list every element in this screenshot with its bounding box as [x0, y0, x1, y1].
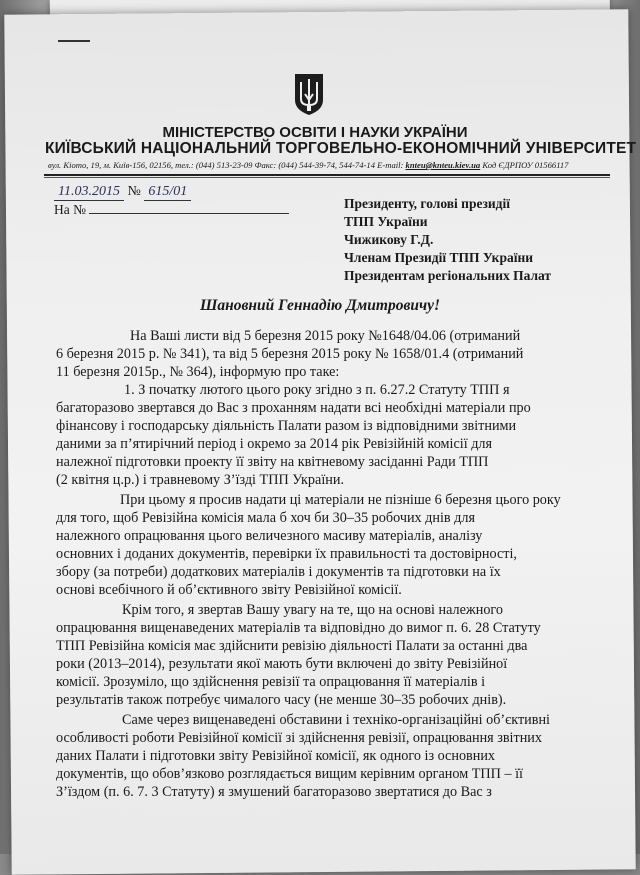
body-line: особливості роботи Ревізійної комісії зі здійснення ревізії, опрацювання звітних [56, 730, 542, 746]
trident-emblem-icon [292, 72, 326, 116]
body-line: даними за п’ятирічний період і окремо за 2014 рік Ревізійній комісії для [56, 436, 493, 452]
header-divider [44, 174, 610, 176]
body-line: належної підготовки проекту її звіту на квітневому засіданні Ради ТПП [56, 454, 489, 470]
body-line: Саме через вищенаведені обставини і техніко-організаційні об’єктивні [122, 712, 550, 728]
university-title: КИЇВСЬКИЙ НАЦІОНАЛЬНИЙ ТОРГОВЕЛЬНО-ЕКОНОМІЧНИЙ УНІВЕРСИТЕТ [45, 140, 637, 157]
body-line: для того, щоб Ревізійна комісія мала б хоч би 30–35 робочих днів для [56, 510, 476, 526]
body-line: фінансову і господарську діяльність Палати разом із відповідними звітними [56, 418, 517, 434]
body-line: (2 квітня ц.р.) і травневому З’їзді ТПП України. [56, 472, 344, 488]
incoming-reference [54, 202, 289, 218]
body-line: 1. З початку лютого цього року згідно з п. 6.27.2 Статуту ТПП я [124, 382, 510, 398]
addressee-line: Чижикову Г.Д. [344, 232, 434, 247]
body-line: збору (за потреби) додаткових матеріалів і документів та підготовки на їх [56, 564, 501, 580]
body-line: опрацювання вищенаведених матеріалів та відповідно до вимог п. 6. 28 Статуту [56, 620, 541, 636]
body-line: основі всебічного й об’єктивного звіту Ревізійної комісії. [56, 582, 402, 598]
body-line: Крім того, я звертав Вашу увагу на те, що на основі належного [122, 602, 503, 618]
greeting: Шановний Геннадію Дмитровичу! [199, 297, 441, 314]
header-divider-thin [44, 177, 610, 178]
outgoing-number: 615/01 [144, 184, 191, 201]
body-line: належного опрацювання цього величезного масиву матеріалів, аналізу [56, 528, 483, 544]
outgoing-reference [54, 184, 191, 201]
addressee-line: Президенту, голові президії [344, 196, 510, 211]
body-line: документів, що обов’язково розглядається вищим керівним органом ТПП – її [56, 766, 523, 782]
body-line: комісії. Зрозуміло, що здійснення ревізії та опрацювання її матеріалів і [56, 674, 486, 690]
body-line: При цьому я просив надати ці матеріали не пізніше 6 березня цього року [120, 492, 561, 508]
body-line: ТПП Ревізійна комісія має здійснити ревізію діяльності Палати за останні два [56, 638, 528, 654]
body-line: 11 березня 2015р., № 364), інформую про таке: [56, 364, 340, 380]
university-address: вул. Кіото, 19, м. Київ-156, 02156, тел.: (044) 513-23-09 Факс: (044) 544-39-74, 544-74-14 E-mail: knteu@knteu.kiev.ua Код ЄДРПОУ 01566117 [48, 160, 569, 170]
addressee-line: Членам Президії ТПП України [344, 250, 534, 265]
body-line: 6 березня 2015 р. № 341), та від 5 березня 2015 року № 1658/01.4 (отриманий [56, 346, 524, 362]
body-line: результатів також потребує чималого часу (не менше 30–35 робочих днів). [56, 692, 507, 708]
ministry-title: МІНІСТЕРСТВО ОСВІТИ І НАУКИ УКРАЇНИ [162, 124, 468, 141]
outgoing-date: 11.03.2015 [54, 184, 124, 201]
body-line: На Ваші листи від 5 березня 2015 року №1648/04.06 (отриманий [130, 328, 521, 344]
addressee-line: ТПП України [344, 214, 428, 229]
body-line: З’їздом (п. 6. 7. 3 Статуту) я змушений багаторазово звертатися до Вас з [56, 784, 492, 800]
corner-mark [58, 40, 90, 42]
body-line: основних і доданих документів, перевірки їх правильності та достовірності, [56, 546, 517, 562]
body-line: даних Палати і підготовки звіту Ревізійної комісії, як одного із основних [56, 748, 496, 764]
incoming-number-blank [89, 213, 289, 214]
body-line: багаторазово звертався до Вас з проханням надати всі необхідні матеріали про [56, 400, 531, 416]
email-link[interactable]: knteu@knteu.kiev.ua [405, 160, 481, 170]
body-line: роки (2013–2014), результати якої мають бути включені до звіту Ревізійної [56, 656, 508, 672]
addressee-line: Президентам регіональних Палат [344, 268, 552, 283]
na-label: На № [54, 202, 86, 217]
number-label: № [127, 184, 141, 199]
